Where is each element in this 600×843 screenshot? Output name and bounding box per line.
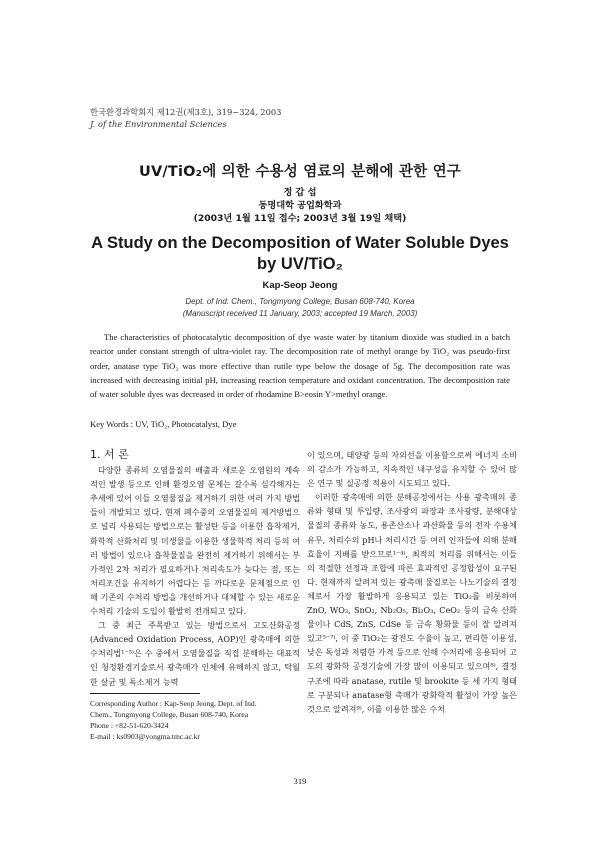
- paragraph: 이러한 광촉매에 의한 분해공정에서는 사용 광촉매의 종류와 형태 및 투입량, 조사광의 파장과 조사광량, 분해대상 물질의 종류와 농도, 용존산소나 과산화물 등의 전자 수용체 유무, 처리수의 pH나 처리시간 등 여러 인자들에 의해 분해효율이 지배를 받으므로¹⁻⁴⁾, 최적의 처리를 위해서는 이들의 적절한 선정과 조합에 따른 효과적인 공정합성이 요구된다. 현재까지 알려져 있는 광촉매 물질로는 나노기술의 결정체로서 가장 활발하게 응용되고 있는 TiO₂를 비롯하여 ZnO, WO₃, SnO₂, Nb₂O₅, Bi₂O₃, CeO₂ 등의 금속 산화물이나 CdS, ZnS, CdSe 등 금속 황화물 등이 잘 알려져 있고⁵⁻⁷⁾, 이 중 TiO₂는 광전도 수율이 높고, 편리한 이용성, 낮은 독성과 저렴한 가격 등으로 인해 수처리에 응용되어 고도의 광화학 공정기술에 가장 많이 이용되고 있으며⁸⁾, 결정구조에 따라 anatase, rutile 및 brookite 등 세 가지 형태로 구분되나 anatase형 촉매가 광화학적 활성이 가장 높은 것으로 알려져⁹⁾, 이를 이용한 많은 수처: [307, 492, 517, 714]
- section-heading-introduction: 1. 서 론: [90, 448, 129, 461]
- left-column: [90, 448, 300, 689]
- english-title: [0, 233, 600, 275]
- english-author: Kap-Seop Jeong: [262, 280, 338, 291]
- footnote-line: Chem., Tongmyong College, Busan 608-740, Korea: [90, 710, 249, 719]
- korean-author-block: [0, 186, 600, 225]
- english-title-line2: by UV/TiO₂: [257, 255, 343, 273]
- paragraph: 다양한 종류의 오염물질의 배출과 새로운 오염원의 계속적인 발생 등으로 인해 환경오염 문제는 갈수록 심각해지는 추세에 있어 이들 오염물질을 제거하기 위한 여러 가지 방법들이 개발되고 있다. 현재 폐수중의 오염물질의 제거방법으로 널리 사용되는 방법으로는 활성탄 등을 이용한 흡착제거, 화학적 산화처리 및 미생물을 이용한 생물학적 처리 등의 여러 방법이 있으나 흡착물질을 완전히 제거하기 위해서는 부가적인 2차 처리가 필요하거나 처리속도가 늦다는 점, 또는 처리조건을 유지하기 어렵다는 등 까다로운 문제점으로 인해 기존의 수처리 방법을 개선하거나 대체할 수 있는 새로운 수처리 기술의 도입이 활발히 전개되고 있다.: [90, 465, 300, 617]
- abstract: The characteristics of photocatalytic decomposition of dye waste water by titanium dioxide was studied in a batch reactor under constant strength of ultra-violet ray. The decomposition rate of methyl orange by TiO₂ was pseudo-first order, anatase type TiO₂ was more effective than rutile type below the dosage of 5g. The decomposition rate was increased with decreasing initial pH, increasing reaction temperature and oxidant concentration. The decomposition rate of water soluble dyes was decreased in order of rhodamine B>eosin Y>methyl orange.: [90, 332, 510, 400]
- keywords: Key Words : UV, TiO₂, Photocatalyst, Dye: [90, 419, 237, 429]
- paragraph: 이 있으며, 태양광 등의 자외선을 이용함으로써 에너지 소비의 감소가 가능하고, 지속적인 내구성을 유지할 수 있어 많은 연구 및 실공정 적용이 시도되고 있다.: [307, 450, 517, 489]
- korean-dates: (2003년 1월 11일 접수; 2003년 3월 19일 채택): [193, 213, 407, 224]
- paragraph: 그 중 최근 주목받고 있는 방법으로서 고도산화공정(Advanced Oxidation Process, AOP)인 광촉매에 의한 수처리법¹⁻³⁾은 수 중에서 오염물질을 직접 분해하는 대표적인 청정환경기술로서 광촉매가 인체에 유해하지 않고, 탁월한 살균 및 독소제거 능력: [90, 620, 300, 687]
- journal-name-english: J. of the Environmental Sciences: [90, 119, 227, 129]
- english-title-line1: A Study on the Decomposition of Water Soluble Dyes: [91, 234, 509, 252]
- english-affiliation-block: [0, 296, 600, 320]
- english-affiliation: Dept. of Ind. Chem., Tongmyong College, Busan 608-740, Korea: [185, 297, 415, 306]
- journal-citation-korean: 한국환경과학회지 제12권(제3호), 319~324, 2003: [90, 107, 282, 117]
- right-column: [307, 448, 517, 716]
- footnote-line: Corresponding Author : Kap-Seop Jeong, Dept. of Ind.: [90, 699, 257, 708]
- english-dates: (Manuscript received 11 January, 2003; accepted 19 March, 2003): [182, 309, 418, 318]
- page-number: 319: [293, 776, 307, 786]
- corresponding-author-footnote: [90, 693, 305, 742]
- footnote-divider: [90, 693, 200, 694]
- korean-author: 정 갑 섭: [283, 187, 317, 198]
- footnote-email: E-mail : ks0903@yongma.tmc.ac.kr: [90, 732, 201, 741]
- journal-header: [90, 106, 281, 130]
- korean-affiliation: 동명대학 공업화학과: [258, 200, 342, 211]
- footnote-phone: Phone : +82-51-620-3424: [90, 721, 169, 730]
- korean-title: UV/TiO₂에 의한 수용성 염료의 분해에 관한 연구: [138, 164, 462, 180]
